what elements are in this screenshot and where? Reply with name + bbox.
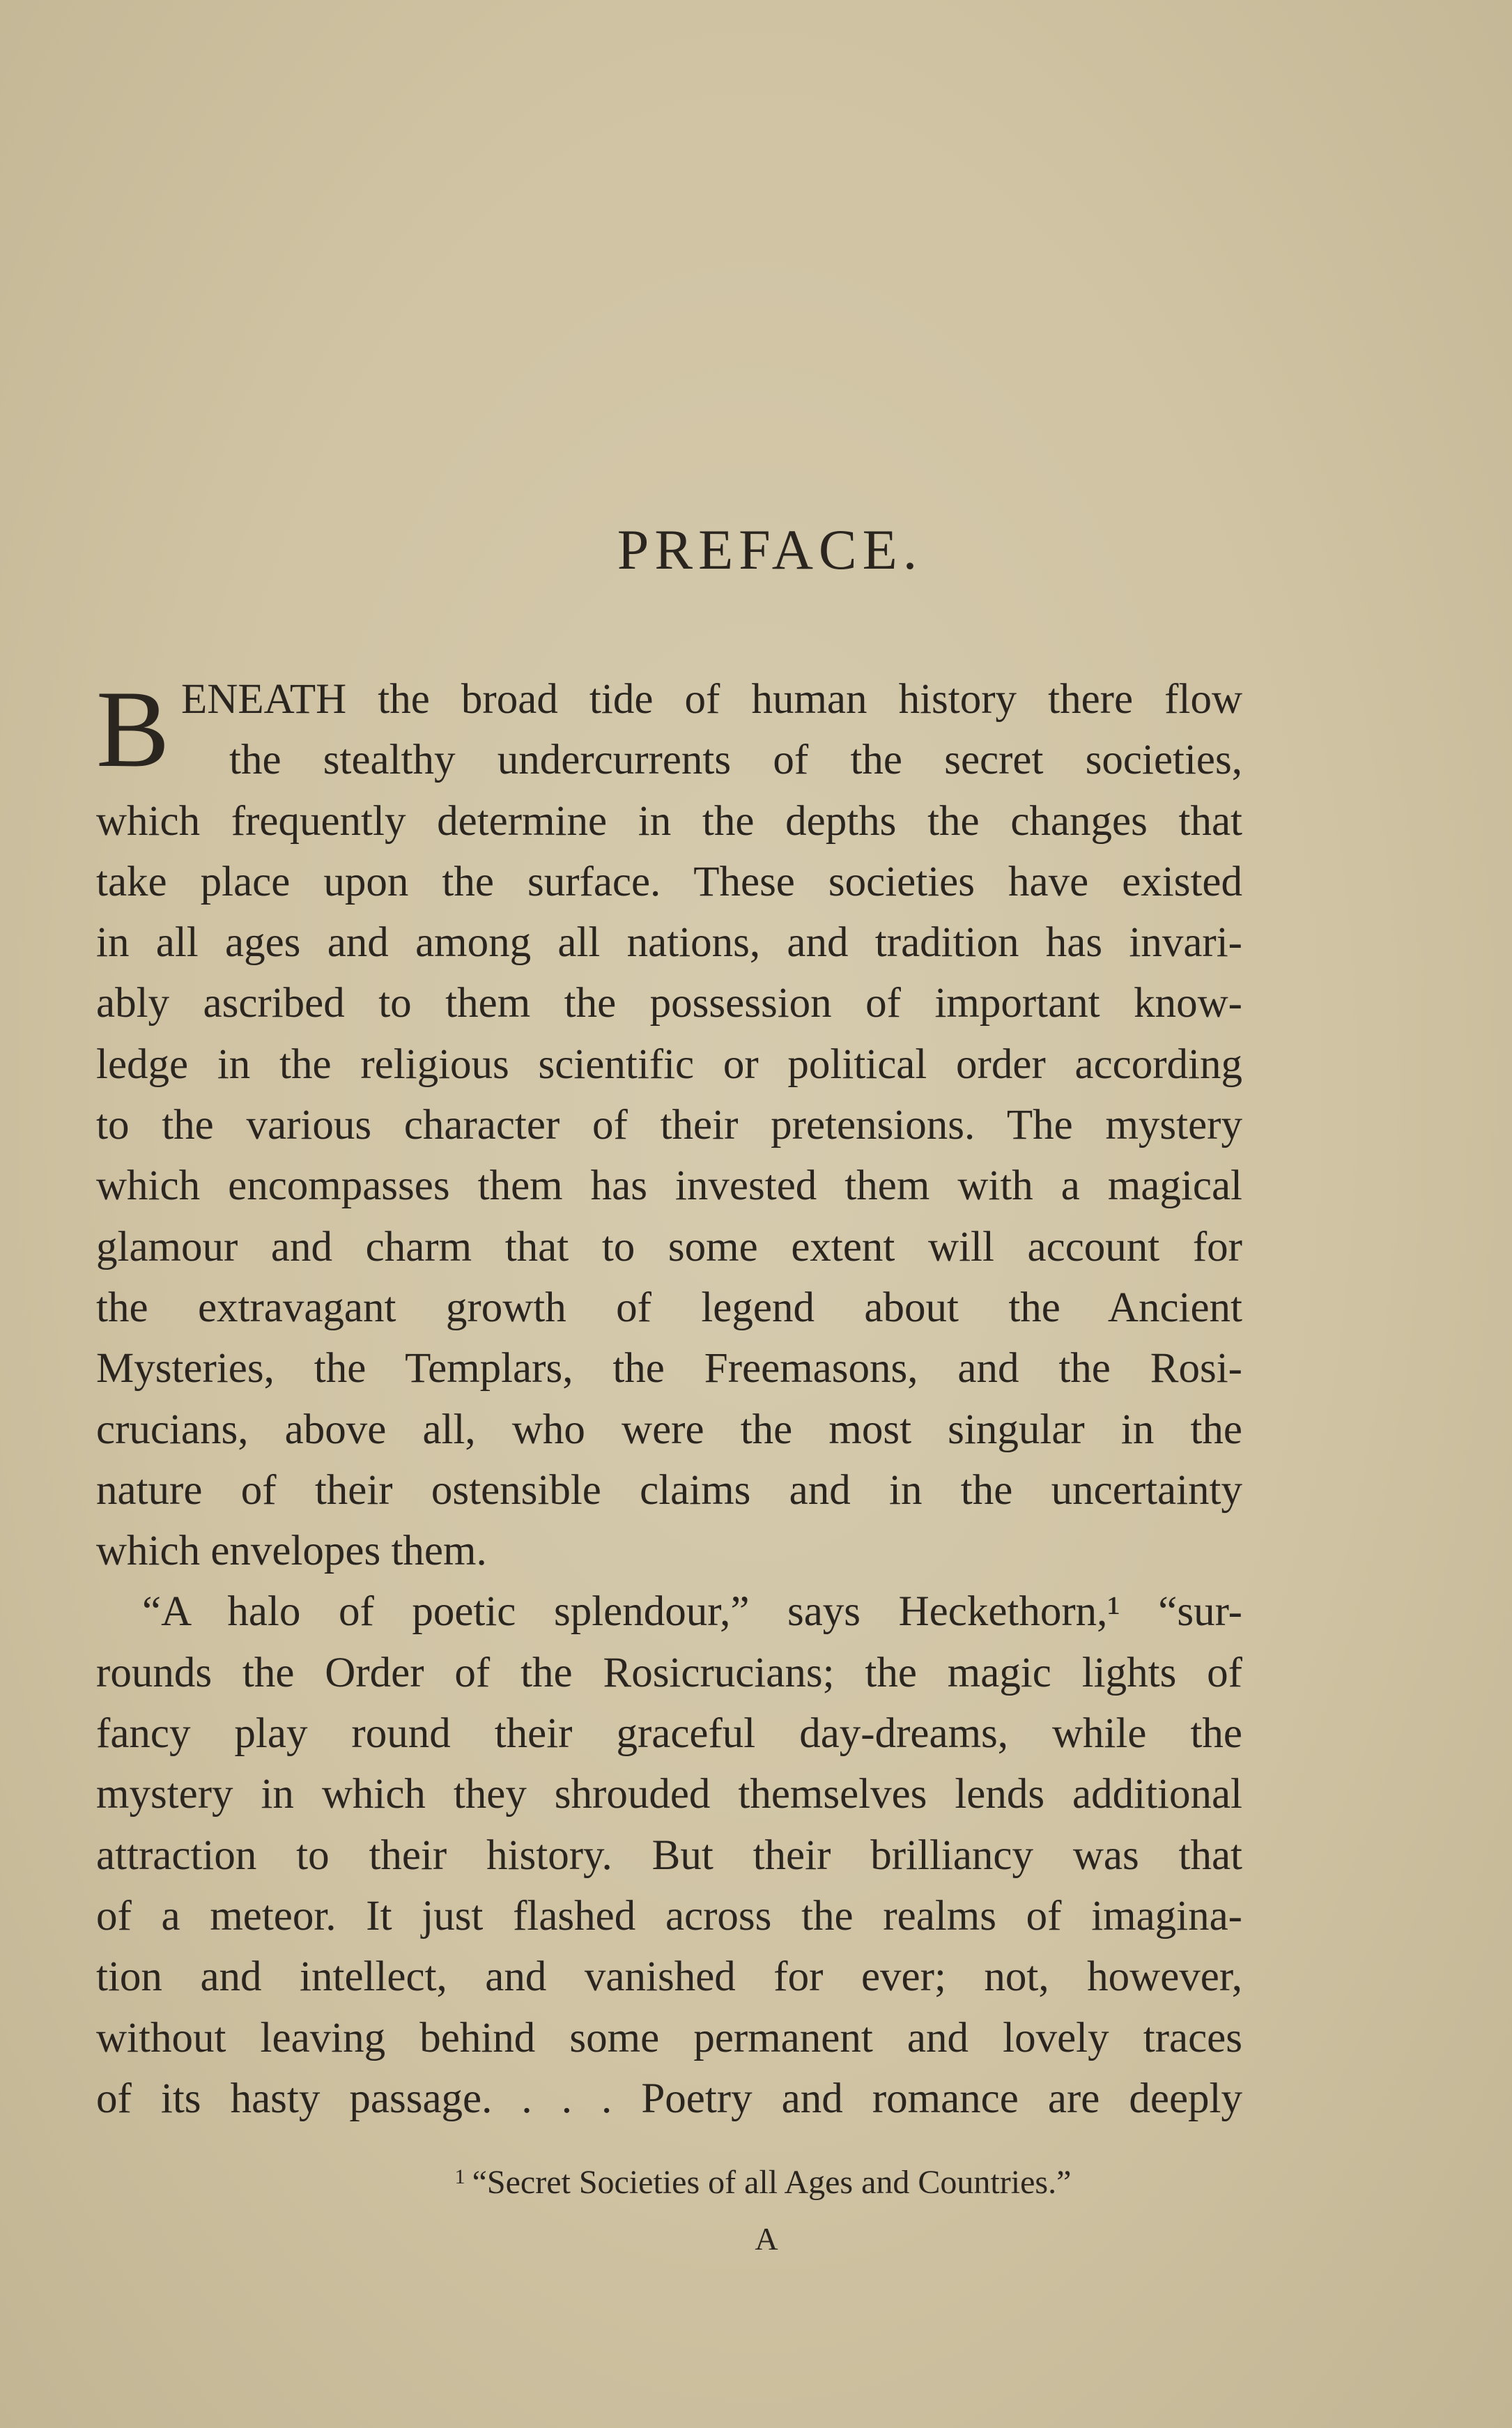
text-line: Mysteries, the Templars, the Freemasons, and the Rosi- [96, 1345, 1242, 1392]
footnote [0, 2163, 1512, 2202]
drop-cap: B [96, 668, 170, 790]
footnote-marker: 1 [454, 2165, 465, 2188]
text-line: nature of their ostensible claims and in the uncertainty [96, 1466, 1242, 1514]
page-title: PREFACE. [617, 518, 923, 581]
text-line: the stealthy undercurrents of the secret societies, [229, 737, 1242, 784]
text-line: tion and intellect, and vanished for ever; not, however, [96, 1953, 1242, 2001]
text-line: of its hasty passage. . . . Poetry and romance are deeply [96, 2075, 1242, 2122]
text-line: rounds the Order of the Rosicrucians; the magic lights of [96, 1649, 1242, 1696]
text-line: ably ascribed to them the possession of important know- [96, 980, 1242, 1027]
text-line: mystery in which they shrouded themselves lends additional [96, 1771, 1242, 1818]
text-line: which envelopes them. [96, 1528, 487, 1575]
footnote-text: “Secret Societies of all Ages and Countries.” [472, 2164, 1072, 2201]
text-line: to the various character of their pretensions. The mystery [96, 1102, 1242, 1149]
text-line: take place upon the surface. These societies have existed [96, 858, 1242, 905]
preface-body [96, 669, 1242, 2129]
text-line: glamour and charm that to some extent will account for [96, 1223, 1242, 1270]
text-line: “A halo of poetic splendour,” says Heckethorn,¹ “sur- [142, 1588, 1242, 1636]
text-line: of a meteor. It just flashed across the realms of imagina- [96, 1892, 1242, 1939]
text-line: without leaving behind some permanent and lovely traces [96, 2014, 1242, 2061]
text-line: crucians, above all, who were the most singular in the [96, 1406, 1242, 1453]
text-line: in all ages and among all nations, and tradition has invari- [96, 919, 1242, 967]
text-line: attraction to their history. But their brilliancy was that [96, 1831, 1242, 1879]
text-line: ENEATH the broad tide of human history there flow [181, 676, 1242, 723]
text-line: which encompasses them has invested them with a magical [96, 1162, 1242, 1210]
text-line: ledge in the religious scientific or political order according [96, 1040, 1242, 1088]
text-line: fancy play round their graceful day-dreams, while the [96, 1710, 1242, 1758]
text-line: which frequently determine in the depths the changes that [96, 797, 1242, 845]
signature-mark: A [755, 2221, 778, 2257]
text-line: the extravagant growth of legend about the Ancient [96, 1284, 1242, 1331]
